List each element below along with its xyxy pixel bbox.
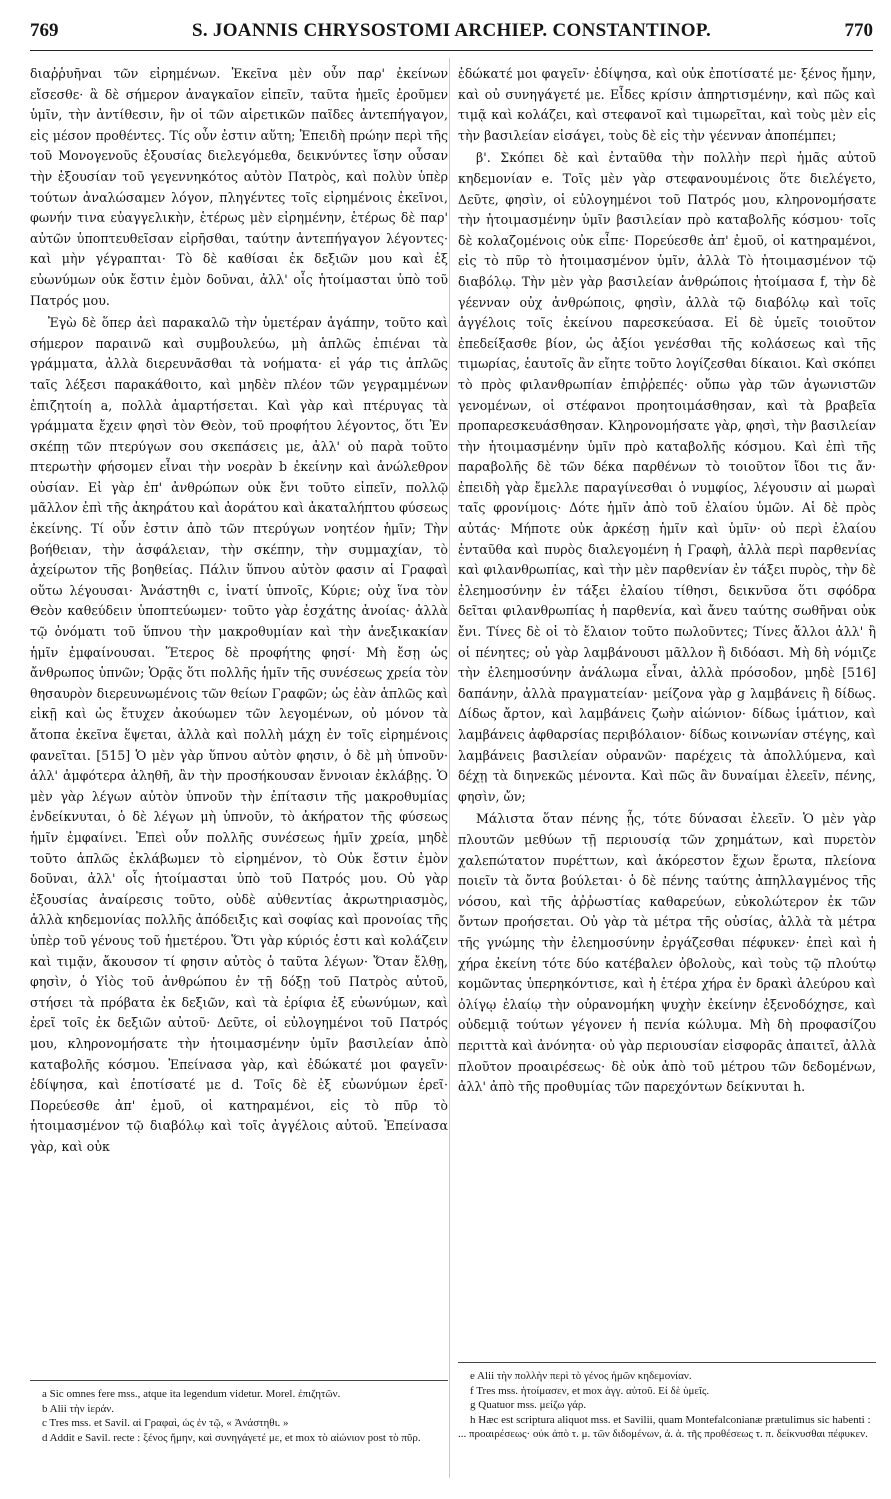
paragraph: Ἐγὼ δὲ ὅπερ ἀεὶ παρακαλῶ τὴν ὑμετέραν ἀγάπην, τοῦτο καὶ σήμερον παραινῶ καὶ συμβουλεύω, μὴ ἁπλῶς ἐπιέναι τὰ γράμματα, ἀλλὰ διερευνᾶσθαι τὰ νοήματα· εἰ γάρ τις ἁπλῶς ταῖς λέξεσι παρακάθοιτο, καὶ μηδὲν πλέον τῶν γεγραμμένων ἐπιζητοίη a, πολλὰ ἁμαρτήσεται. Καὶ γὰρ καὶ πτέρυγας τὰ γράμματα ἔχειν φησὶ τὸν Θεὸν, τοῦ προφήτου λέγοντος, ὅτι Ἐν σκέπῃ τῶν πτερύγων σου σκεπάσεις με, ἀλλ' οὐ παρὰ τοῦτο πτερωτὴν φήσομεν εἶναι τὴν νοερὰν b ἐκείνην καὶ ἀνώλεθρον οὐσίαν. Εἰ γὰρ ἐπ' ἀνθρώπων οὐκ ἔνι τοῦτο εἰπεῖν, πολλῷ μᾶλλον ἐπὶ τῆς ἀκηράτου καὶ ἀοράτου καὶ ἀκαταλήπτου φύσεως ἐκείνης. Τί οὖν ἐστιν ἀπὸ τῶν πτερύγων νοητέον ἡμῖν; Τὴν βοήθειαν, τὴν ἀσφάλειαν, τὴν σκέπην, τὴν συμμαχίαν, τὸ ἀχείρωτον τῆς βοηθείας. Πάλιν ὕπνου αὐτὸν φασιν αἱ Γραφαὶ οὕτω λέγουσαι· Ἀνάστηθι c, ἱνατί ὑπνοῖς, Κύριε; οὐχ ἵνα τὸν Θεὸν καθεύδειν ὑποπτεύωμεν· τοῦτο γὰρ ἐσχάτης ἀνοίας· ἀλλὰ τῷ ὀνόματι τοῦ ὕπνου τὴν μακροθυμίαν καὶ τὴν ἀνεξικακίαν ἡμῖν ἐμφαίνουσαι. Ἕτερος δὲ προφήτης φησί· Μὴ ἔσῃ ὡς ἄνθρωπος ὑπνῶν; Ὁρᾷς ὅτι πολλῆς ἡμῖν τῆς συνέσεως χρεία τὸν θησαυρὸν διερευνωμένοις τῶν θείων Γραφῶν; ὡς ἐὰν ἁπλῶς καὶ εἰκῇ καὶ ὡς ἔτυχεν ἀκούωμεν τῶν λεγομένων, οὐ μόνον τὰ ἄτοπα ἐκεῖνα ἕψεται, ἀλλὰ καὶ πολλὴ μάχη ἐν τοῖς εἰρημένοις φανεῖται. [515] Ὁ μὲν γὰρ ὕπνου αὐτὸν φησιν, ὁ δὲ μὴ ὑπνοῦν· ἀλλ' ἀμφότερα ἀληθῆ, ἂν τὴν προσήκουσαν ἔννοιαν ἐκλάβῃς. Ὁ μὲν γὰρ λέγων αὐτὸν ὑπνοῦν τὴν ἐπίτασιν τῆς μακροθυμίας ἐνδείκνυται, ὁ δὲ λέγων μὴ ὑπνοῦν, τὸ ἀκήρατον τῆς φύσεως ἡμῖν ἐμφαίνει. Ἐπεὶ οὖν πολλῆς συνέσεως ἡμῖν χρεία, μηδὲ τοῦτο ἁπλῶς ἐκλάβωμεν τὸ εἰρημένον, τὸ Οὐκ ἔστιν ἐμὸν δοῦναι, ἀλλ' οἷς ἡτοίμασται ὑπὸ τοῦ Πατρός μου. Οὐ γὰρ ἐξουσίας ἀναίρεσις τοῦτο, οὐδὲ αὐθεντίας ἀκρωτηριασμὸς, ἀλλὰ κηδεμονίας πολλῆς ἀπόδειξις καὶ σοφίας καὶ προνοίας τῆς ὑπὲρ τοῦ γένους τοῦ ἡμετέρου. Ὅτι γὰρ κύριός ἐστι καὶ κολάζειν καὶ τιμᾷν, ἄκουσον τί φησιν αὐτὸς ὁ ταῦτα λέγων· Ὅταν ἔλθῃ, φησὶν, ὁ Υἱὸς τοῦ ἀνθρώπου ἐν τῇ δόξῃ τοῦ Πατρὸς αὐτοῦ, στήσει τὰ πρόβατα ἐκ δεξιῶν, καὶ τὰ ἐρίφια ἐξ εὐωνύμων, καὶ ἐρεῖ τοῖς ἐκ δεξιῶν αὐτοῦ· Δεῦτε, οἱ εὐλογημένοι τοῦ Πατρός μου, κληρονομήσατε τὴν ἡτοιμασμένην ὑμῖν βασιλείαν ἀπὸ καταβολῆς κόσμου. Ἐπείνασα γὰρ, καὶ ἐδώκατέ μοι φαγεῖν· ἐδίψησα, καὶ ἐποτίσατέ με d. Τοῖς δὲ ἐξ εὐωνύμων ἐρεῖ· Πορεύεσθε ἀπ' ἐμοῦ, οἱ κατηραμένοι, εἰς τὸ πῦρ τὸ ἡτοιμασμένον τῷ διαβόλῳ καὶ τοῖς ἀγγέλοις αὐτοῦ. Ἐπείνασα γὰρ, καὶ οὐκ <box>30 315 448 1154</box>
left-text-column <box>30 64 448 1157</box>
page-header <box>30 14 873 51</box>
right-footnotes <box>458 1362 876 1442</box>
left-page-number: 769 <box>30 20 59 41</box>
paragraph: β'. Σκόπει δὲ καὶ ἐνταῦθα τὴν πολλὴν περὶ ἡμᾶς αὐτοῦ κηδεμονίαν e. Τοῖς μὲν γὰρ στεφανουμένοις ὅτε διελέγετο, Δεῦτε, φησὶν, οἱ εὐλογημένοι τοῦ Πατρός μου, κληρονομήσατε τὴν ἡτοιμασμένην ὑμῖν βασιλείαν πρὸ καταβολῆς κόσμου· τοῖς δὲ κολαζομένοις οὐκ εἶπε· Πορεύεσθε ἀπ' ἐμοῦ, οἱ κατηραμένοι, εἰς τὸ πῦρ τὸ ἡτοιμασμένον ὑμῖν, ἀλλὰ Τὸ ἡτοιμασμένον τῷ διαβόλῳ. Τὴν μὲν γὰρ βασιλείαν ἀνθρώποις ἡτοίμασα f, τὴν δὲ γέενναν οὐχ ἀνθρώποις, φησὶν, ἀλλὰ τῷ διαβόλῳ καὶ τοῖς ἀγγέλοις τοῖς ἐκείνου παρεσκεύασα. Εἰ δὲ ὑμεῖς τοιοῦτον ἐπεδείξασθε βίον, ὡς ἀξίοι γενέσθαι τῆς κολάσεως καὶ τῆς τιμωρίας, ἑαυτοῖς ἂν εἴητε τοῦτο λογίζεσθαι δίκαιοι. Καὶ σκόπει τὸ πρὸς φιλανθρωπίαν ἐπιῤῥεπές· οὔπω γὰρ τῶν ἀγωνιστῶν γενομένων, οἱ στέφανοι προητοιμάσθησαν, καὶ τὰ βραβεῖα προπαρεσκευάσθησαν. Κληρονομήσατε γὰρ, φησὶ, τὴν βασιλείαν τὴν ἡτοιμασμένην ὑμῖν πρὸ καταβολῆς κόσμου. Καὶ ἐπὶ τῆς παραβολῆς δὲ τῶν δέκα παρθένων τὸ τοιοῦτον ἴδοι τις ἄν· ἐπειδὴ γὰρ ἔμελλε παραγίνεσθαι ὁ νυμφίος, λέγουσιν αἱ μωραὶ ταῖς φρονίμοις· Δότε ἡμῖν ἀπὸ τοῦ ἐλαίου ὑμῶν. Αἱ δὲ πρὸς αὐτάς· Μήποτε οὐκ ἀρκέσῃ ἡμῖν καὶ ὑμῖν· οὐ περὶ ἐλαίου ἐνταῦθα καὶ πυρὸς διαλεγομένη ἡ Γραφὴ, ἀλλὰ περὶ παρθενίας καὶ φιλανθρωπίας, καὶ τὴν μὲν παρθενίαν ἐν τάξει πυρὸς, τὴν δὲ ἐλεημοσύνην ἐν τάξει ἐλαίου τίθησι, δεικνῦσα ὅτι σφόδρα δεῖται φιλανθρωπίας ἡ παρθενία, καὶ ἄνευ ταύτης σωθῆναι οὐκ ἔνι. Τίνες δὲ οἱ τὸ ἔλαιον τοῦτο πωλοῦντες; Τίνες ἄλλοι ἀλλ' ἢ οἱ πένητες; οὐ γὰρ λαμβάνουσι μᾶλλον ἢ διδόασι. Μὴ δὴ νόμιζε τὴν ἐλεημοσύνην ἀνάλωμα εἶναι, ἀλλὰ πρόσοδον, μηδὲ [516] δαπάνην, ἀλλὰ πραγματείαν· μείζονα γὰρ g λαμβάνεις ἢ δίδως. Δίδως ἄρτον, καὶ λαμβάνεις ζωὴν αἰώνιον· δίδως ἱμάτιον, καὶ λαμβάνεις ἀφθαρσίας περιβόλαιον· δίδως κοινωνίαν στέγης, καὶ λαμβάνεις βασιλείαν οὐρανῶν· παρέχεις τὰ ἀπολλύμενα, καὶ δέχῃ τὰ διηνεκῶς μένοντα. Καὶ πῶς ἂν δυναίμαι ἐλεεῖν, πένης, φησὶν, ὤν; <box>458 150 876 804</box>
footnote: a Sic omnes fere mss., atque ita legendum videtur. Morel. ἐπιζητῶν. <box>42 1388 341 1400</box>
footnote: d Addit e Savil. recte : ξένος ἤμην, καὶ συνηγάγετέ με, et mox τὸ αἰώνιον post τὸ πῦρ. <box>42 1431 421 1444</box>
running-title: S. JOANNIS CHRYSOSTOMI ARCHIEP. CONSTANTINOP. <box>191 20 712 41</box>
paragraph: Μάλιστα ὅταν πένης ᾖς, τότε δύνασαι ἐλεεῖν. Ὁ μὲν γὰρ πλουτῶν μεθύων τῇ περιουσίᾳ τῶν χρημάτων, καὶ πυρετὸν χαλεπώτατον πυρέττων, καὶ ἀκόρεστον ἔχων ἔρωτα, πλείονα ποιεῖν τὰ ὄντα βούλεται· ὁ δὲ πένης ταύτης ἀπηλλαγμένος τῆς νόσου, καὶ τῆς ἀῤῥωστίας καθαρεύων, εὐκολώτερον ἐκ τῶν ὄντων προήσεται. Οὐ γὰρ τὰ μέτρα τῆς οὐσίας, ἀλλὰ τὰ μέτρα τῆς γνώμης τὴν ἐλεημοσύνην ἐργάζεσθαι πέφυκεν· ἐπεὶ καὶ ἡ χήρα ἐκείνη τότε δύο κατέβαλεν ὀβολοὺς, καὶ τοὺς τῷ πλούτῳ κομῶντας ὑπερηκόντισε, καὶ ἡ ἑτέρα χήρα ἐν δρακὶ ἀλεύρου καὶ ὀλίγῳ ἐλαίῳ τὴν οὐρανομήκη ψυχὴν ἐκείνην ἐξενοδόχησε, καὶ οὐδεμιᾷ τούτων γέγονεν ἡ πενία κώλυμα. Μὴ δὴ προφασίζου περιττὰ καὶ ἀνόνητα· οὐ γὰρ περιουσίαν εἰσφορᾶς ἀπαιτεῖ, ἀλλὰ πλοῦτον προαιρέσεως· δὲ οὐκ ἀπὸ τοῦ μέτρου τῶν δεδομένων, ἀλλ' ἀπὸ τῆς προθυμίας τῶν παρεχόντων δείκνυται h. <box>458 811 876 1095</box>
footnote: b Alii τὴν ἱεράν. <box>42 1402 114 1415</box>
right-text-column <box>458 64 876 1098</box>
paragraph: διαῤῥυῆναι τῶν εἰρημένων. Ἐκεῖνα μὲν οὖν παρ' ἐκείνων εἴσεσθε· ἃ δὲ σήμερον ἀναγκαῖον εἰπεῖν, ταῦτα ἡμεῖς ἐροῦμεν ὑμῖν, τὴν ἀντίθεσιν, ἣν οἱ τῶν αἱρετικῶν παῖδες ἀντεπήγαγον, εἰς μέσον προθέντες. Τίς οὖν ἐστιν αὕτη; Ἐπειδὴ πρώην περὶ τῆς τοῦ Μονογενοῦς ἐξουσίας διελεγόμεθα, δεικνύντες ἴσην οὖσαν τὴν ἐξουσίαν τοῦ γεγεννηκότος αὐτὸν Πατρὸς, καὶ πολὺν ὑπὲρ τούτων ἀναλώσαμεν λόγον, πληγέντες τοῖς εἰρημένοις ἐκεῖνοι, φωνήν τινα εὐαγγελικὴν, ἑτέρως μὲν εἰρημένην, ἑτέρως δὲ παρ' αὐτῶν ὑποπτευθεῖσαν εἰρῆσθαι, ταύτην ἀντεπήγαγον λέγοντες· καὶ μὴν γέγραπται· Τὸ δὲ καθίσαι ἐκ δεξιῶν μου καὶ ἐξ εὐωνύμων οὐκ ἔστιν ἐμὸν δοῦναι, ἀλλ' οἷς ἡτοίμασται ὑπὸ τοῦ Πατρός μου. <box>30 66 448 308</box>
right-page-number: 770 <box>844 20 873 41</box>
footnote: c Tres mss. et Savil. αἱ Γραφαὶ, ὡς ἐν τῷ, « Ἀνάστηθι. » <box>42 1417 289 1429</box>
footnote: h Hæc est scriptura aliquot mss. et Savilii, quam Montefalconianæ prætulimus sic habenti : ... προαιρέσεως· οὐκ ἀπὸ τ. μ. τῶν διδομένων, ἀ. ἁ. τῆς προθέσεως τ. π. δείκνυσθαι πέφυκεν. <box>458 1413 871 1440</box>
footnote: f Tres mss. ἡτοίμασεν, et mox ἀγγ. αὐτοῦ. Εἰ δὲ ὑμεῖς. <box>470 1384 710 1397</box>
footnote: g Quatuor mss. μείζω γάρ. <box>470 1399 587 1411</box>
left-footnotes <box>30 1380 448 1445</box>
footnote: e Alii τὴν πολλὴν περὶ τὸ γένος ἡμῶν κηδεμονίαν. <box>470 1370 692 1382</box>
paragraph: ἐδώκατέ μοι φαγεῖν· ἐδίψησα, καὶ οὐκ ἐποτίσατέ με· ξένος ἤμην, καὶ οὐ συνηγάγετέ με. Εἶδες κρίσιν ἀπηρτισμένην, καὶ πῶς καὶ τιμᾷ καὶ κολάζει, καὶ στεφανοῖ καὶ τιμωρεῖται, καὶ τοὺς μὲν εἰς τὴν βασιλείαν εἰσάγει, τοὺς δὲ εἰς τὴν γέενναν ἀποπέμπει; <box>458 66 876 143</box>
column-divider <box>449 58 450 1478</box>
